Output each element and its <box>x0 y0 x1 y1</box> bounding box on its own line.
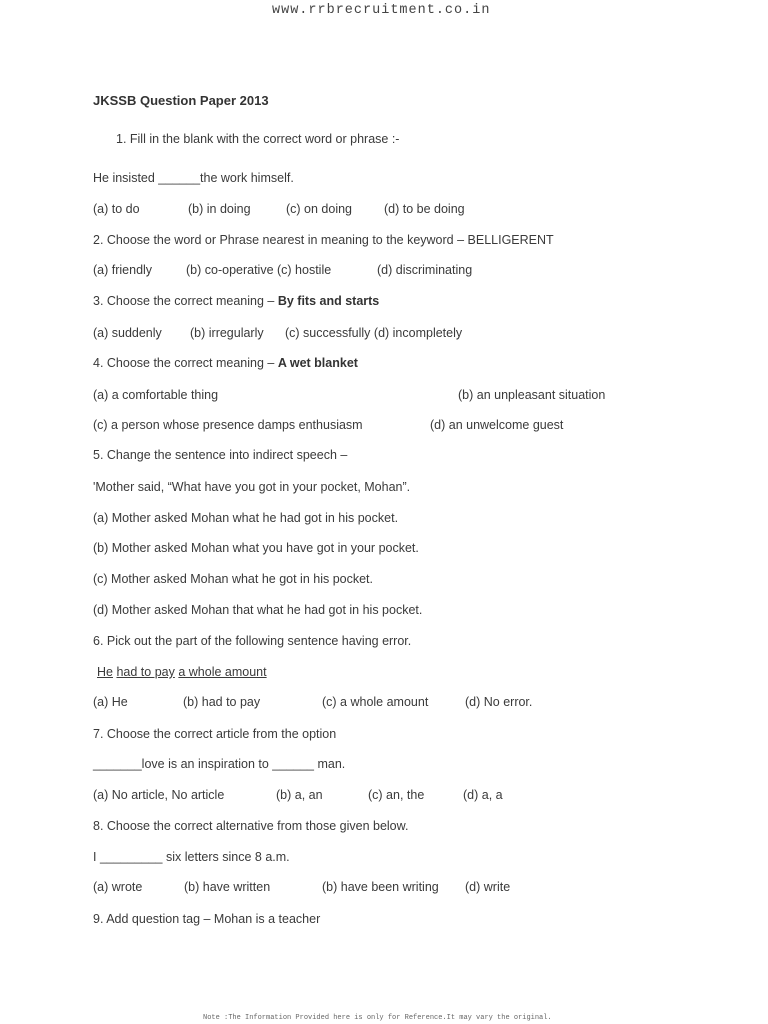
question-1-option-c: (c) on doing <box>286 202 353 216</box>
question-2-option-d: (d) discriminating <box>377 263 473 277</box>
question-3-option-a: (a) suddenly <box>93 326 162 340</box>
question-4-prompt <box>93 356 358 370</box>
question-6-option-b: (b) had to pay <box>183 695 261 709</box>
question-7-option-c: (c) an, the <box>368 788 425 802</box>
question-1-option-a: (a) to do <box>93 202 140 216</box>
question-8-sentence: I _________ six letters since 8 a.m. <box>93 850 290 864</box>
question-4-option-b: (b) an unpleasant situation <box>458 388 606 402</box>
question-7-option-b: (b) a, an <box>276 788 323 802</box>
question-3-option-cd: (c) successfully (d) incompletely <box>285 326 463 340</box>
question-6-option-d: (d) No error. <box>465 695 533 709</box>
question-8-option-b: (b) have written <box>184 880 271 894</box>
question-3-prompt <box>93 294 379 308</box>
question-3-prompt-text: 3. Choose the correct meaning – <box>93 294 278 308</box>
question-9-prompt: 9. Add question tag – Mohan is a teacher <box>93 912 321 926</box>
question-5-option-c: (c) Mother asked Mohan what he got in his pocket. <box>93 572 374 586</box>
question-7-option-d: (d) a, a <box>463 788 503 802</box>
footer-note: Note :The Information Provided here is only for Reference.It may vary the original. <box>203 1014 552 1022</box>
question-7-sentence: _______love is an inspiration to ______ man. <box>93 757 346 771</box>
question-2-prompt: 2. Choose the word or Phrase nearest in meaning to the keyword – BELLIGERENT <box>93 233 554 247</box>
question-1-sentence: He insisted ______the work himself. <box>93 171 294 185</box>
question-5-option-a: (a) Mother asked Mohan what he had got in his pocket. <box>93 511 399 525</box>
question-3-keyword: By fits and starts <box>277 294 380 308</box>
question-8-option-a: (a) wrote <box>93 880 143 894</box>
question-2-option-bc: (b) co-operative (c) hostile <box>186 263 332 277</box>
question-2-option-a: (a) friendly <box>93 263 153 277</box>
question-6-option-c: (c) a whole amount <box>322 695 429 709</box>
question-8-option-d: (d) write <box>465 880 511 894</box>
question-8-prompt: 8. Choose the correct alternative from those given below. <box>93 819 409 833</box>
page-title: JKSSB Question Paper 2013 <box>93 93 269 108</box>
question-6-prompt: 6. Pick out the part of the following sentence having error. <box>93 634 412 648</box>
question-4-keyword: A wet blanket <box>277 356 358 370</box>
question-8-option-c: (b) have been writing <box>322 880 439 894</box>
question-1-option-b: (b) in doing <box>188 202 251 216</box>
question-3-option-b: (b) irregularly <box>190 326 264 340</box>
question-6-part-1: He <box>97 665 113 679</box>
question-7-prompt: 7. Choose the correct article from the option <box>93 727 337 741</box>
question-4-prompt-text: 4. Choose the correct meaning – <box>93 356 278 370</box>
header-url[interactable]: www.rrbrecruitment.co.in <box>272 3 491 18</box>
question-6-part-2: had to pay <box>116 665 175 679</box>
question-7-option-a: (a) No article, No article <box>93 788 225 802</box>
question-1-prompt: 1. Fill in the blank with the correct word or phrase :- <box>116 132 400 146</box>
question-5-sentence: 'Mother said, “What have you got in your pocket, Mohan”. <box>93 480 411 494</box>
question-5-option-b: (b) Mother asked Mohan what you have got in your pocket. <box>93 541 419 555</box>
question-4-option-a: (a) a comfortable thing <box>93 388 219 402</box>
question-6-part-3: a whole amount <box>178 665 267 679</box>
question-6-option-a: (a) He <box>93 695 128 709</box>
question-5-option-d: (d) Mother asked Mohan that what he had got in his pocket. <box>93 603 423 617</box>
question-6-sentence <box>97 665 267 679</box>
question-4-option-c: (c) a person whose presence damps enthusiasm <box>93 418 363 432</box>
question-4-option-d: (d) an unwelcome guest <box>430 418 564 432</box>
question-5-prompt: 5. Change the sentence into indirect speech – <box>93 448 348 462</box>
question-1-option-d: (d) to be doing <box>384 202 465 216</box>
